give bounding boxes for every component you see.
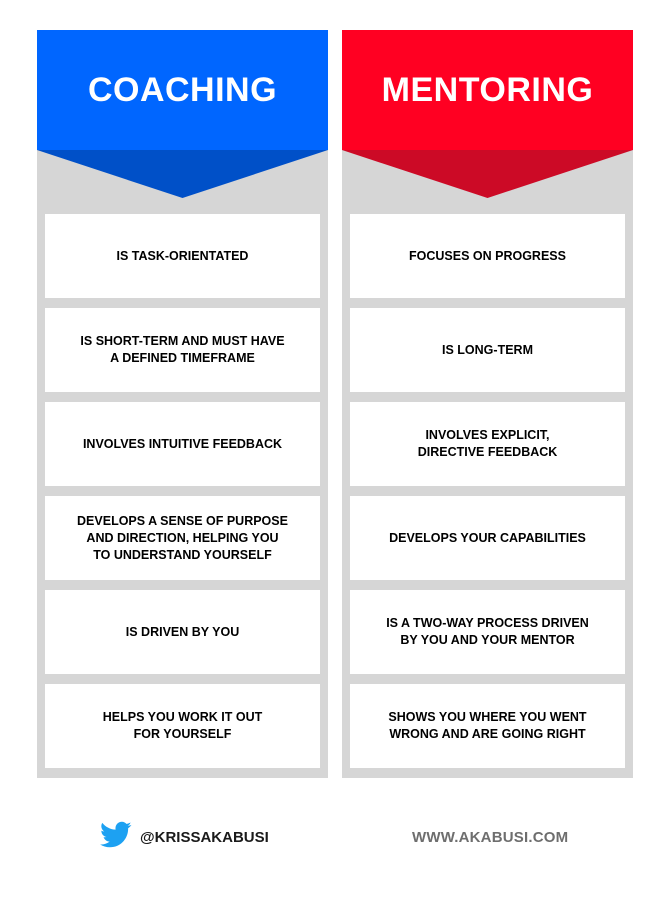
coaching-item: IS TASK-ORIENTATED xyxy=(45,214,320,298)
coaching-column xyxy=(37,30,328,778)
coaching-item: INVOLVES INTUITIVE FEEDBACK xyxy=(45,402,320,486)
twitter-link[interactable] xyxy=(100,820,269,854)
mentoring-item: IS A TWO-WAY PROCESS DRIVEN BY YOU AND YOUR MENTOR xyxy=(350,590,625,674)
twitter-handle[interactable]: @KRISSAKABUSI xyxy=(140,828,269,846)
coaching-header xyxy=(37,30,328,200)
coaching-item: HELPS YOU WORK IT OUT FOR YOURSELF xyxy=(45,684,320,768)
coaching-title: COACHING xyxy=(87,71,278,109)
twitter-bird-icon xyxy=(100,821,132,853)
website-link[interactable]: WWW.AKABUSI.COM xyxy=(412,828,569,846)
mentoring-column xyxy=(342,30,633,778)
mentoring-item: IS LONG-TERM xyxy=(350,308,625,392)
mentoring-item: DEVELOPS YOUR CAPABILITIES xyxy=(350,496,625,580)
mentoring-header-banner xyxy=(342,30,633,200)
coaching-item: DEVELOPS A SENSE OF PURPOSE AND DIRECTION, HELPING YOU TO UNDERSTAND YOURSELF xyxy=(45,496,320,580)
mentoring-header xyxy=(342,30,633,200)
mentoring-item: INVOLVES EXPLICIT, DIRECTIVE FEEDBACK xyxy=(350,402,625,486)
coaching-item: IS DRIVEN BY YOU xyxy=(45,590,320,674)
mentoring-item: FOCUSES ON PROGRESS xyxy=(350,214,625,298)
coaching-item: IS SHORT-TERM AND MUST HAVE A DEFINED TIMEFRAME xyxy=(45,308,320,392)
coaching-header-banner xyxy=(37,30,328,200)
mentoring-item: SHOWS YOU WHERE YOU WENT WRONG AND ARE GOING RIGHT xyxy=(350,684,625,768)
mentoring-title: MENTORING xyxy=(381,71,594,109)
